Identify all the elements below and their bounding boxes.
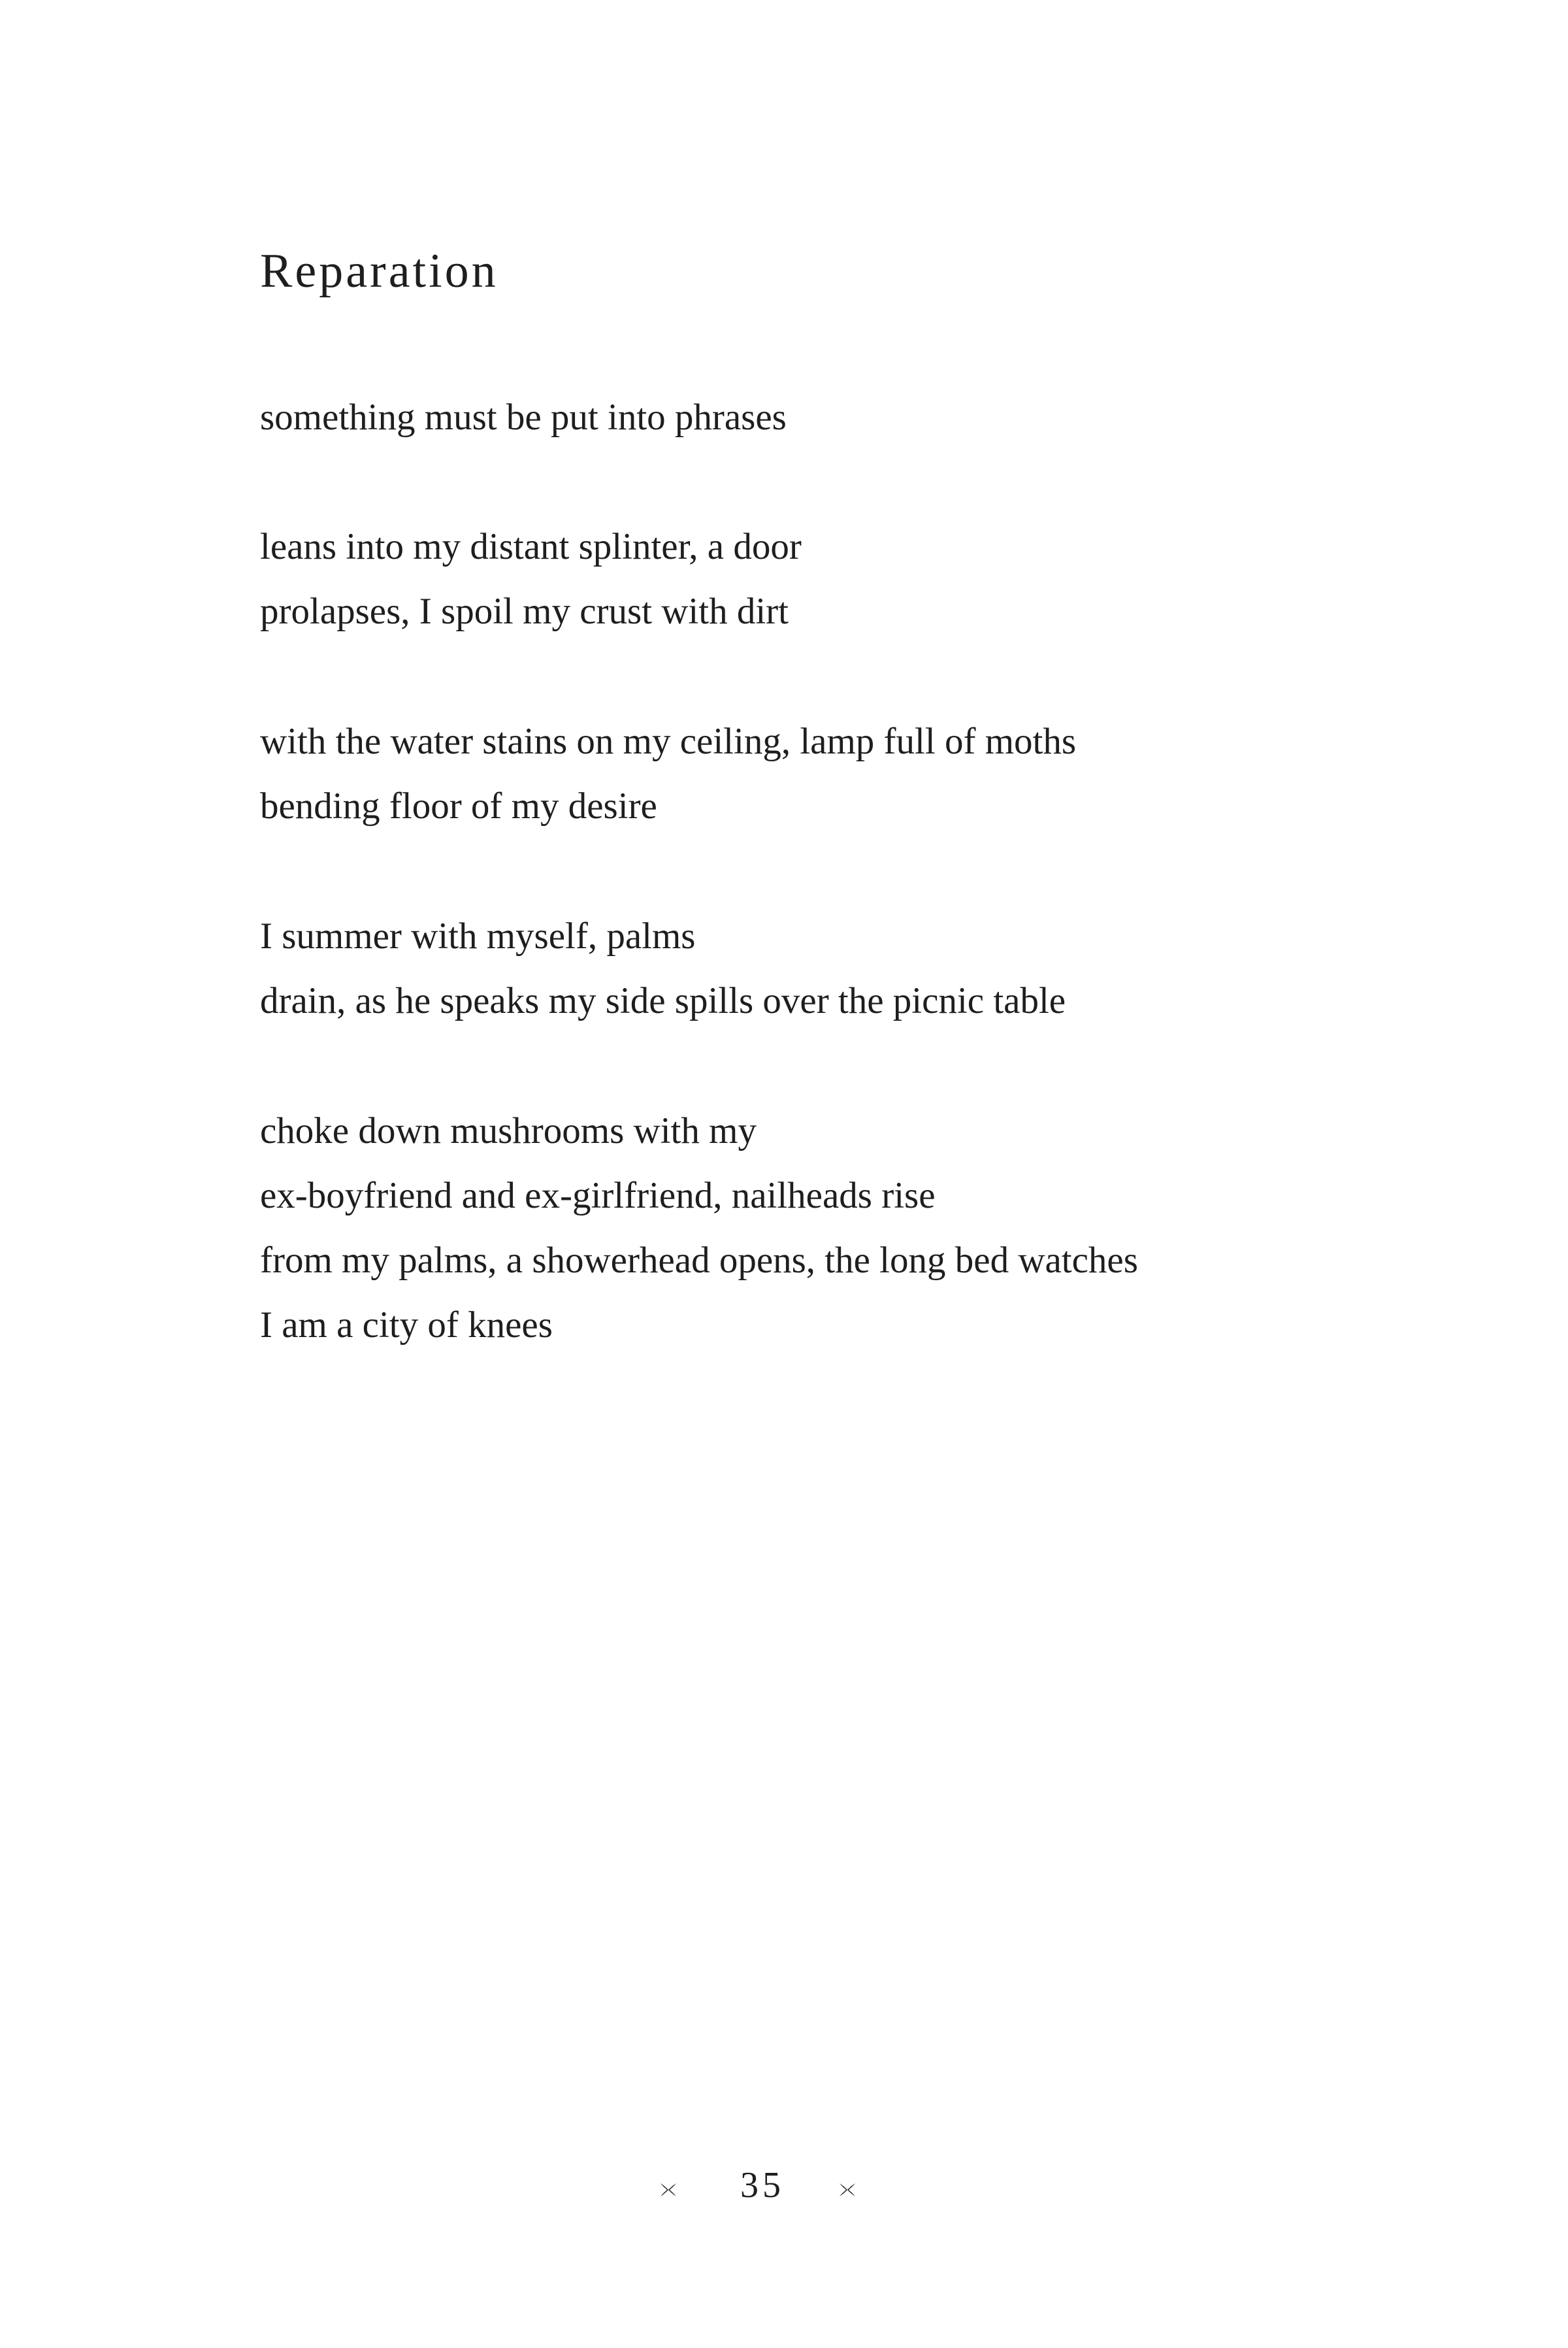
page-footer: [0, 2167, 1568, 2219]
poem-line: choke down mushrooms with my: [260, 1110, 757, 1151]
x-ornament-icon: [838, 2180, 857, 2200]
poem-line: from my palms, a showerhead opens, the long bed watches: [260, 1240, 1138, 1281]
poem-line: leans into my distant splinter, a door: [260, 526, 802, 567]
poem-line: drain, as he speaks my side spills over the picnic table: [260, 980, 1066, 1021]
poem-line: with the water stains on my ceiling, lamp full of moths: [260, 721, 1077, 762]
page-number: 35: [740, 2165, 785, 2206]
poem-line: I am a city of knees: [260, 1304, 553, 1346]
poem-line: something must be put into phrases: [260, 397, 787, 438]
poem-title: Reparation: [260, 244, 498, 298]
poem-line: I summer with myself, palms: [260, 916, 696, 957]
poem-line: ex-boyfriend and ex-girlfriend, nailheads rise: [260, 1175, 936, 1216]
x-ornament-icon: [659, 2180, 678, 2200]
poem-line: bending floor of my desire: [260, 785, 657, 827]
poem-line: prolapses, I spoil my crust with dirt: [260, 591, 789, 632]
